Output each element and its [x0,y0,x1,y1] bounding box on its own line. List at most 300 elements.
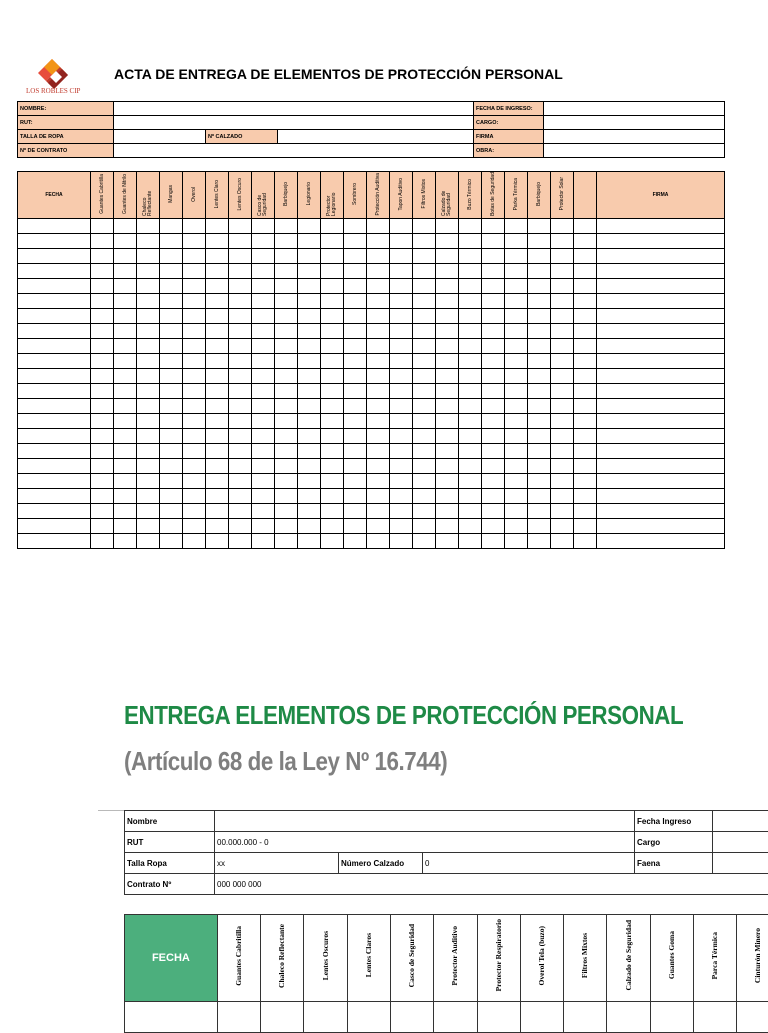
table-cell[interactable] [252,459,275,474]
table-cell[interactable] [390,294,413,309]
table-cell[interactable] [551,504,574,519]
table-cell[interactable] [505,384,528,399]
table-cell[interactable] [505,234,528,249]
table-cell[interactable] [551,339,574,354]
table-cell[interactable] [564,1002,607,1033]
table-cell[interactable] [574,279,597,294]
table-cell[interactable] [252,399,275,414]
table-cell[interactable] [91,309,114,324]
table-cell[interactable] [18,399,91,414]
table-cell[interactable] [183,474,206,489]
table-cell[interactable] [551,264,574,279]
table-cell[interactable] [160,264,183,279]
table-cell[interactable] [436,219,459,234]
table-cell[interactable] [18,519,91,534]
table-cell[interactable] [390,324,413,339]
table-cell[interactable] [551,249,574,264]
table-cell[interactable] [528,219,551,234]
table-cell[interactable] [597,264,725,279]
table-cell[interactable] [321,534,344,549]
table-cell[interactable] [275,264,298,279]
table-cell[interactable] [18,369,91,384]
table-cell[interactable] [413,504,436,519]
table-cell[interactable] [114,429,137,444]
table-cell[interactable] [574,339,597,354]
table-cell[interactable] [344,444,367,459]
table-cell[interactable] [206,264,229,279]
table-cell[interactable] [574,369,597,384]
table-cell[interactable] [206,279,229,294]
table-cell[interactable] [505,474,528,489]
table-cell[interactable] [298,219,321,234]
table-cell[interactable] [252,234,275,249]
table-cell[interactable] [298,429,321,444]
table-cell[interactable] [597,249,725,264]
table-cell[interactable] [137,474,160,489]
table-cell[interactable] [183,309,206,324]
table-cell[interactable] [367,459,390,474]
table-cell[interactable] [597,489,725,504]
table-cell[interactable] [18,234,91,249]
table-cell[interactable] [574,429,597,444]
table-cell[interactable] [482,429,505,444]
table-cell[interactable] [477,1002,520,1033]
table-cell[interactable] [183,354,206,369]
table-cell[interactable] [459,534,482,549]
table-cell[interactable] [505,294,528,309]
table-cell[interactable] [367,354,390,369]
table-cell[interactable] [574,444,597,459]
table-cell[interactable] [459,489,482,504]
table-cell[interactable] [413,399,436,414]
table-cell[interactable] [160,369,183,384]
table-cell[interactable] [344,219,367,234]
table-cell[interactable] [413,459,436,474]
table-cell[interactable] [160,504,183,519]
table-cell[interactable] [551,399,574,414]
table-cell[interactable] [275,294,298,309]
table-cell[interactable] [413,414,436,429]
table-cell[interactable] [344,474,367,489]
table-cell[interactable] [229,459,252,474]
table-cell[interactable] [436,414,459,429]
table-cell[interactable] [597,519,725,534]
table-cell[interactable] [528,459,551,474]
table-cell[interactable] [206,414,229,429]
table-cell[interactable] [390,219,413,234]
table-cell[interactable] [413,324,436,339]
table-cell[interactable] [574,234,597,249]
table-cell[interactable] [137,429,160,444]
table-cell[interactable] [551,354,574,369]
table-cell[interactable] [597,234,725,249]
table-cell[interactable] [344,384,367,399]
table-cell[interactable] [18,504,91,519]
table-cell[interactable] [367,534,390,549]
table-cell[interactable] [436,474,459,489]
table-cell[interactable] [528,444,551,459]
table-cell[interactable] [321,414,344,429]
table-cell[interactable] [597,459,725,474]
table-cell[interactable] [252,339,275,354]
table-cell[interactable] [505,519,528,534]
table-cell[interactable] [137,519,160,534]
table-cell[interactable] [91,294,114,309]
table-cell[interactable] [551,519,574,534]
table-cell[interactable] [321,384,344,399]
table-cell[interactable] [597,309,725,324]
table-cell[interactable] [390,369,413,384]
table-cell[interactable] [275,384,298,399]
table-cell[interactable] [505,444,528,459]
table-cell[interactable] [298,444,321,459]
table-cell[interactable] [321,264,344,279]
table-cell[interactable] [91,384,114,399]
table-cell[interactable] [505,279,528,294]
table-cell[interactable] [160,459,183,474]
table-cell[interactable] [528,414,551,429]
table-cell[interactable] [436,324,459,339]
table-cell[interactable] [528,294,551,309]
table-cell[interactable] [650,1002,693,1033]
table-cell[interactable] [321,219,344,234]
table-cell[interactable] [574,399,597,414]
table-cell[interactable] [459,519,482,534]
table-cell[interactable] [298,234,321,249]
table-cell[interactable] [390,534,413,549]
table-cell[interactable] [551,219,574,234]
table-cell[interactable] [298,489,321,504]
table-cell[interactable] [459,354,482,369]
table-cell[interactable] [275,324,298,339]
table-cell[interactable] [436,429,459,444]
table-cell[interactable] [137,399,160,414]
table-cell[interactable] [229,489,252,504]
table-cell[interactable] [505,414,528,429]
rut-field[interactable]: 00.000.000 - 0 [215,832,635,853]
table-cell[interactable] [91,234,114,249]
table-cell[interactable] [298,294,321,309]
table-cell[interactable] [183,489,206,504]
table-cell[interactable] [321,324,344,339]
table-cell[interactable] [183,324,206,339]
table-cell[interactable] [390,234,413,249]
table-cell[interactable] [459,384,482,399]
table-cell[interactable] [18,324,91,339]
table-cell[interactable] [436,234,459,249]
table-cell[interactable] [206,219,229,234]
table-cell[interactable] [275,504,298,519]
table-cell[interactable] [229,429,252,444]
table-cell[interactable] [275,429,298,444]
table-cell[interactable] [459,444,482,459]
table-cell[interactable] [160,249,183,264]
table-cell[interactable] [275,519,298,534]
table-cell[interactable] [114,354,137,369]
table-cell[interactable] [91,519,114,534]
table-cell[interactable] [505,459,528,474]
table-cell[interactable] [252,474,275,489]
table-cell[interactable] [160,429,183,444]
table-cell[interactable] [321,294,344,309]
table-cell[interactable] [597,219,725,234]
table-cell[interactable] [229,399,252,414]
table-cell[interactable] [229,279,252,294]
table-cell[interactable] [298,264,321,279]
table-cell[interactable] [160,399,183,414]
table-cell[interactable] [597,429,725,444]
table-cell[interactable] [528,504,551,519]
table-cell[interactable] [390,474,413,489]
table-cell[interactable] [344,264,367,279]
table-cell[interactable] [252,264,275,279]
table-cell[interactable] [413,534,436,549]
table-cell[interactable] [114,234,137,249]
table-cell[interactable] [298,534,321,549]
table-cell[interactable] [114,444,137,459]
table-cell[interactable] [459,234,482,249]
table-cell[interactable] [574,384,597,399]
table-cell[interactable] [413,354,436,369]
table-cell[interactable] [18,474,91,489]
table-cell[interactable] [261,1002,304,1033]
table-cell[interactable] [459,369,482,384]
table-cell[interactable] [505,489,528,504]
table-cell[interactable] [390,249,413,264]
contrato-field[interactable] [114,144,474,158]
table-cell[interactable] [160,414,183,429]
table-cell[interactable] [137,414,160,429]
fecha-ingreso-field[interactable] [544,102,725,116]
table-cell[interactable] [459,474,482,489]
table-cell[interactable] [413,369,436,384]
table-cell[interactable] [275,354,298,369]
table-cell[interactable] [367,264,390,279]
table-cell[interactable] [344,534,367,549]
table-cell[interactable] [275,249,298,264]
table-cell[interactable] [367,324,390,339]
table-cell[interactable] [528,279,551,294]
table-cell[interactable] [436,249,459,264]
table-cell[interactable] [344,354,367,369]
table-cell[interactable] [91,504,114,519]
table-cell[interactable] [229,324,252,339]
table-cell[interactable] [344,294,367,309]
table-cell[interactable] [275,474,298,489]
table-cell[interactable] [114,279,137,294]
table-cell[interactable] [125,1002,218,1033]
table-cell[interactable] [206,474,229,489]
table-cell[interactable] [413,219,436,234]
table-cell[interactable] [367,444,390,459]
table-cell[interactable] [413,264,436,279]
table-cell[interactable] [18,309,91,324]
table-cell[interactable] [229,234,252,249]
table-cell[interactable] [206,234,229,249]
talla-ropa-field[interactable]: xx [215,853,339,874]
table-cell[interactable] [390,399,413,414]
table-cell[interactable] [390,519,413,534]
table-cell[interactable] [551,309,574,324]
table-cell[interactable] [206,384,229,399]
table-cell[interactable] [574,219,597,234]
table-cell[interactable] [344,399,367,414]
table-cell[interactable] [551,459,574,474]
table-cell[interactable] [434,1002,477,1033]
table-cell[interactable] [597,339,725,354]
table-cell[interactable] [505,264,528,279]
table-cell[interactable] [344,309,367,324]
table-cell[interactable] [574,474,597,489]
table-cell[interactable] [413,444,436,459]
table-cell[interactable] [18,429,91,444]
table-cell[interactable] [347,1002,390,1033]
table-cell[interactable] [390,504,413,519]
table-cell[interactable] [183,444,206,459]
table-cell[interactable] [183,504,206,519]
table-cell[interactable] [436,354,459,369]
table-cell[interactable] [252,294,275,309]
table-cell[interactable] [344,369,367,384]
table-cell[interactable] [217,1002,260,1033]
table-cell[interactable] [298,369,321,384]
table-cell[interactable] [91,474,114,489]
table-cell[interactable] [367,399,390,414]
table-cell[interactable] [137,504,160,519]
table-cell[interactable] [574,354,597,369]
table-cell[interactable] [137,489,160,504]
table-cell[interactable] [367,219,390,234]
table-cell[interactable] [137,264,160,279]
table-cell[interactable] [183,534,206,549]
table-cell[interactable] [344,324,367,339]
table-cell[interactable] [137,219,160,234]
table-cell[interactable] [459,324,482,339]
table-cell[interactable] [436,264,459,279]
table-cell[interactable] [597,504,725,519]
table-cell[interactable] [528,489,551,504]
table-cell[interactable] [206,504,229,519]
table-cell[interactable] [390,414,413,429]
table-cell[interactable] [413,429,436,444]
table-cell[interactable] [505,324,528,339]
table-cell[interactable] [505,339,528,354]
table-cell[interactable] [574,309,597,324]
table-cell[interactable] [298,249,321,264]
table-cell[interactable] [344,339,367,354]
table-cell[interactable] [183,384,206,399]
table-cell[interactable] [505,504,528,519]
table-cell[interactable] [482,279,505,294]
table-cell[interactable] [321,354,344,369]
table-cell[interactable] [252,444,275,459]
table-cell[interactable] [482,339,505,354]
table-cell[interactable] [206,489,229,504]
table-cell[interactable] [114,504,137,519]
table-cell[interactable] [18,384,91,399]
table-cell[interactable] [413,279,436,294]
table-cell[interactable] [160,384,183,399]
table-cell[interactable] [114,264,137,279]
table-cell[interactable] [206,459,229,474]
table-cell[interactable] [574,489,597,504]
table-cell[interactable] [18,339,91,354]
table-cell[interactable] [528,324,551,339]
table-cell[interactable] [367,279,390,294]
table-cell[interactable] [528,519,551,534]
table-cell[interactable] [551,384,574,399]
table-cell[interactable] [252,354,275,369]
table-cell[interactable] [482,234,505,249]
table-cell[interactable] [137,324,160,339]
table-cell[interactable] [482,504,505,519]
table-cell[interactable] [91,279,114,294]
table-cell[interactable] [482,264,505,279]
table-cell[interactable] [137,354,160,369]
table-cell[interactable] [183,429,206,444]
table-cell[interactable] [160,279,183,294]
table-cell[interactable] [18,459,91,474]
table-cell[interactable] [18,249,91,264]
table-cell[interactable] [321,279,344,294]
table-cell[interactable] [114,474,137,489]
table-cell[interactable] [114,249,137,264]
contrato-field[interactable]: 000 000 000 [215,874,768,895]
table-cell[interactable] [183,219,206,234]
faena-field[interactable] [713,853,768,874]
table-cell[interactable] [229,249,252,264]
table-cell[interactable] [482,414,505,429]
table-cell[interactable] [482,219,505,234]
table-cell[interactable] [114,489,137,504]
firma-field[interactable] [544,130,725,144]
table-cell[interactable] [275,369,298,384]
table-cell[interactable] [252,279,275,294]
table-cell[interactable] [482,354,505,369]
table-cell[interactable] [298,324,321,339]
table-cell[interactable] [183,279,206,294]
table-cell[interactable] [114,309,137,324]
table-cell[interactable] [114,414,137,429]
table-cell[interactable] [18,534,91,549]
table-cell[interactable] [91,354,114,369]
table-cell[interactable] [206,399,229,414]
table-cell[interactable] [298,384,321,399]
table-cell[interactable] [298,474,321,489]
table-cell[interactable] [206,429,229,444]
table-cell[interactable] [304,1002,347,1033]
table-cell[interactable] [91,444,114,459]
table-cell[interactable] [114,534,137,549]
table-cell[interactable] [482,489,505,504]
table-cell[interactable] [252,414,275,429]
table-cell[interactable] [298,459,321,474]
table-cell[interactable] [505,429,528,444]
table-cell[interactable] [114,369,137,384]
table-cell[interactable] [390,384,413,399]
table-cell[interactable] [91,459,114,474]
table-cell[interactable] [275,219,298,234]
table-cell[interactable] [114,339,137,354]
table-cell[interactable] [183,249,206,264]
table-cell[interactable] [321,459,344,474]
table-cell[interactable] [551,444,574,459]
table-cell[interactable] [160,234,183,249]
table-cell[interactable] [91,339,114,354]
table-cell[interactable] [160,444,183,459]
table-cell[interactable] [275,234,298,249]
table-cell[interactable] [321,444,344,459]
